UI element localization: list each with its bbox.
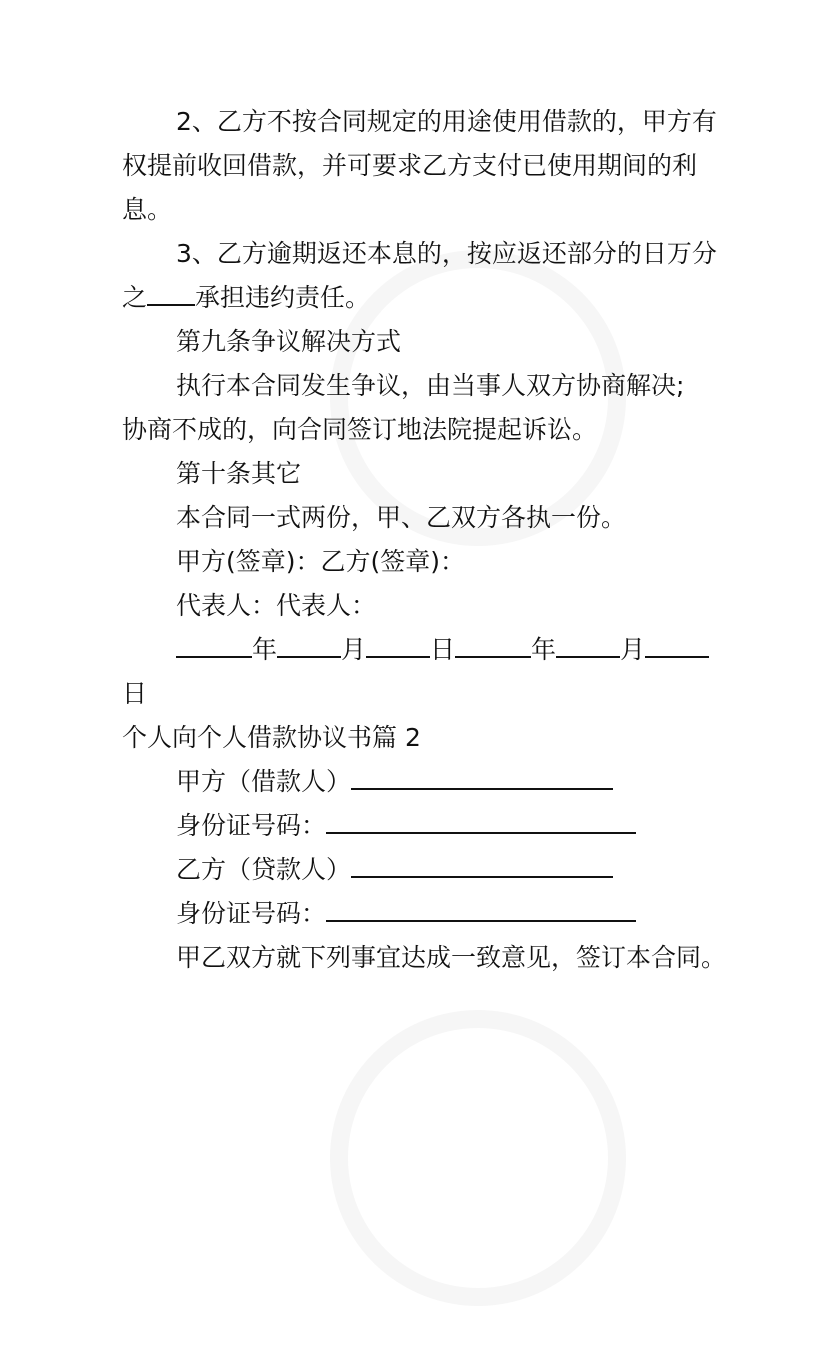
day-blank-1 — [366, 634, 430, 658]
year-label-2: 年 — [531, 635, 557, 664]
month-blank-1 — [277, 634, 341, 658]
clause3-prefix: 之 — [122, 283, 148, 312]
representative-line: 代表人：代表人： — [176, 591, 377, 620]
clause2-line1: 2、乙方不按合同规定的用途使用借款的，甲方有 — [176, 107, 717, 136]
id-b-label: 身份证号码： — [176, 899, 327, 928]
clause3-suffix: 承担违约责任。 — [195, 283, 371, 312]
year-label-1: 年 — [252, 635, 278, 664]
party-a-line — [176, 766, 613, 798]
section2-title: 个人向个人借款协议书篇 2 — [122, 723, 421, 752]
signature-line: 甲方(签章)：乙方(签章)： — [176, 547, 466, 576]
rate-blank — [147, 282, 195, 306]
article9-line1: 执行本合同发生争议，由当事人双方协商解决; — [176, 371, 685, 400]
date-line-wrap: 日 — [122, 679, 148, 708]
party-a-blank — [351, 766, 613, 790]
party-b-line — [176, 854, 613, 886]
article10-title: 第十条其它 — [176, 459, 302, 488]
party-b-label: 乙方（贷款人） — [176, 855, 352, 884]
party-b-blank — [351, 854, 613, 878]
agreement-line: 甲乙双方就下列事宜达成一致意见，签订本合同。 — [176, 943, 727, 972]
watermark-ring — [272, 952, 684, 1364]
id-a-line — [176, 810, 636, 842]
month-blank-2 — [556, 634, 620, 658]
id-a-label: 身份证号码： — [176, 811, 327, 840]
day-blank-2 — [645, 634, 709, 658]
year-blank-2 — [455, 634, 531, 658]
clause2-line3: 息。 — [122, 195, 173, 224]
year-blank-1 — [176, 634, 252, 658]
id-a-blank — [326, 810, 636, 834]
month-label-1: 月 — [341, 635, 367, 664]
month-label-2: 月 — [620, 635, 646, 664]
clause3-line1: 3、乙方逾期返还本息的，按应返还部分的日万分 — [176, 239, 717, 268]
party-a-label: 甲方（借款人） — [176, 767, 352, 796]
article9-line2: 协商不成的，向合同签订地法院提起诉讼。 — [122, 415, 598, 444]
date-line — [176, 634, 709, 666]
id-b-blank — [326, 898, 636, 922]
article10-line1: 本合同一式两份，甲、乙双方各执一份。 — [176, 503, 627, 532]
clause3-line2 — [122, 282, 370, 314]
clause2-line2: 权提前收回借款，并可要求乙方支付已使用期间的利 — [122, 151, 698, 180]
id-b-line — [176, 898, 636, 930]
article9-title: 第九条争议解决方式 — [176, 327, 402, 356]
day-label-1: 日 — [430, 635, 456, 664]
